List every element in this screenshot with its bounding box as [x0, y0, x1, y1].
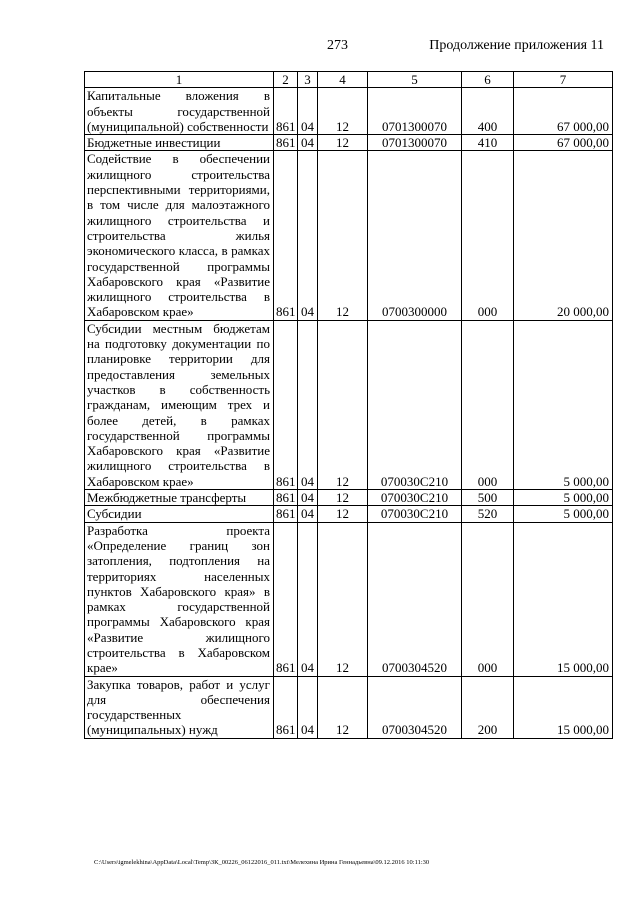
row-section-code: 04	[298, 490, 318, 506]
row-name: Закупка товаров, работ и услуг для обеспечения государственных (муниципальных) нужд	[85, 676, 274, 738]
row-amount: 15 000,00	[514, 676, 613, 738]
row-name: Межбюджетные трансферты	[85, 490, 274, 506]
row-amount: 67 000,00	[514, 135, 613, 151]
row-expense-type: 200	[462, 676, 514, 738]
row-subsection-code: 12	[318, 522, 368, 676]
row-name: Разработка проекта «Определение границ зон затопления, подтопления на территориях населенных пунктов Хабаровского края» в рамках государственной программы Хабаровского края «Развитие жилищного строительства в Хабаровском крае»	[85, 522, 274, 676]
table-row	[85, 490, 613, 506]
page-number: 273	[327, 38, 348, 53]
row-amount: 5 000,00	[514, 320, 613, 489]
row-subsection-code: 12	[318, 490, 368, 506]
row-section-code: 04	[298, 88, 318, 135]
row-expense-type: 400	[462, 88, 514, 135]
row-ministry-code: 861	[274, 88, 298, 135]
row-name: Бюджетные инвестиции	[85, 135, 274, 151]
row-expense-type: 410	[462, 135, 514, 151]
row-section-code: 04	[298, 522, 318, 676]
row-name: Содействие в обеспечении жилищного строительства перспективными территориями, в том числе для малоэтажного жилищного строительства и строительства жилья экономического класса, в рамках государственной программы Хабаровского края «Развитие жилищного строительства в Хабаровском крае»	[85, 151, 274, 320]
row-ministry-code: 861	[274, 151, 298, 320]
row-section-code: 04	[298, 676, 318, 738]
table-row	[85, 88, 613, 135]
table-row	[85, 320, 613, 489]
row-target-code: 0701300070	[368, 88, 462, 135]
row-ministry-code: 861	[274, 320, 298, 489]
table-row	[85, 135, 613, 151]
row-amount: 67 000,00	[514, 88, 613, 135]
row-target-code: 0701300070	[368, 135, 462, 151]
row-ministry-code: 861	[274, 490, 298, 506]
row-target-code: 0700304520	[368, 676, 462, 738]
row-amount: 5 000,00	[514, 490, 613, 506]
column-header: 2	[274, 72, 298, 88]
table-row	[85, 151, 613, 320]
column-header: 6	[462, 72, 514, 88]
row-subsection-code: 12	[318, 676, 368, 738]
row-target-code: 070030С210	[368, 506, 462, 522]
row-amount: 15 000,00	[514, 522, 613, 676]
row-subsection-code: 12	[318, 88, 368, 135]
column-header: 5	[368, 72, 462, 88]
row-section-code: 04	[298, 320, 318, 489]
row-target-code: 070030С210	[368, 320, 462, 489]
row-expense-type: 000	[462, 522, 514, 676]
table-row	[85, 506, 613, 522]
row-section-code: 04	[298, 151, 318, 320]
row-subsection-code: 12	[318, 151, 368, 320]
budget-table	[84, 71, 613, 739]
table-row	[85, 676, 613, 738]
row-target-code: 0700300000	[368, 151, 462, 320]
table-header-row	[85, 72, 613, 88]
column-header: 4	[318, 72, 368, 88]
file-path-footer: C:\Users\igmelekhina\AppData\Local\Temp\ЗК_00226_06122016_011.txt\Мелехина Ирина Геннадьевна\09.12.2016 10:11:30	[94, 859, 430, 866]
row-amount: 20 000,00	[514, 151, 613, 320]
row-ministry-code: 861	[274, 506, 298, 522]
row-ministry-code: 861	[274, 676, 298, 738]
row-ministry-code: 861	[274, 135, 298, 151]
row-expense-type: 000	[462, 320, 514, 489]
row-name: Капитальные вложения в объекты государственной (муниципальной) собственности	[85, 88, 274, 135]
row-subsection-code: 12	[318, 320, 368, 489]
table-row	[85, 522, 613, 676]
row-name: Субсидии местным бюджетам на подготовку документации по планировке территории для предоставления земельных участков в собственность гражданам, имеющим трех и более детей, в рамках государственной программы Хабаровского края «Развитие жилищного строительства в Хабаровском крае»	[85, 320, 274, 489]
row-amount: 5 000,00	[514, 506, 613, 522]
row-target-code: 070030С210	[368, 490, 462, 506]
row-subsection-code: 12	[318, 135, 368, 151]
row-section-code: 04	[298, 506, 318, 522]
row-ministry-code: 861	[274, 522, 298, 676]
row-target-code: 0700304520	[368, 522, 462, 676]
row-name: Субсидии	[85, 506, 274, 522]
row-expense-type: 500	[462, 490, 514, 506]
column-header: 7	[514, 72, 613, 88]
row-expense-type: 000	[462, 151, 514, 320]
appendix-note: Продолжение приложения 11	[429, 38, 604, 53]
row-subsection-code: 12	[318, 506, 368, 522]
column-header: 3	[298, 72, 318, 88]
column-header: 1	[85, 72, 274, 88]
row-expense-type: 520	[462, 506, 514, 522]
row-section-code: 04	[298, 135, 318, 151]
